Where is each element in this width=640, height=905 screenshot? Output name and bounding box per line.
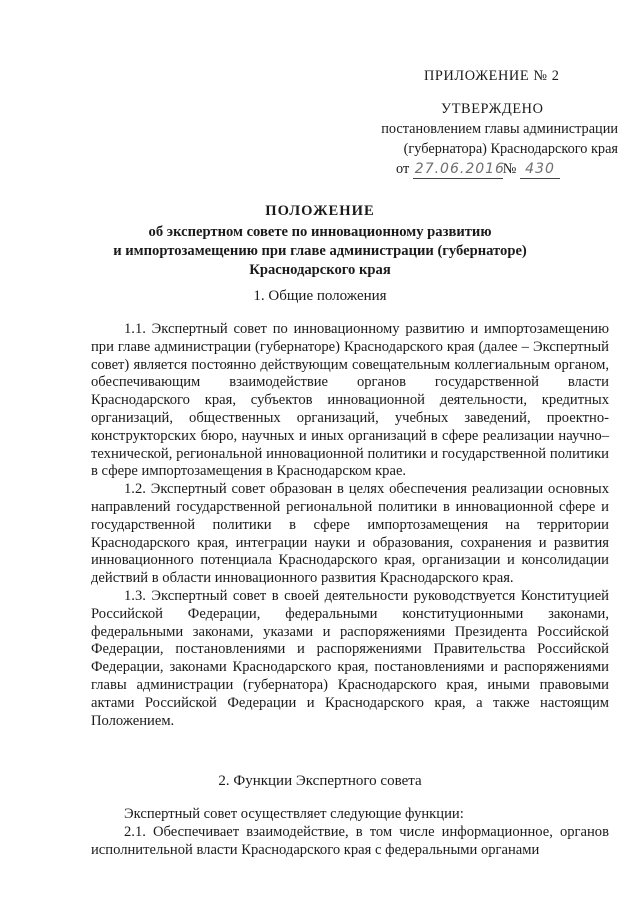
- title-line-1: ПОЛОЖЕНИЕ: [265, 203, 375, 219]
- paragraph-2-1: 2.1. Обеспечивает взаимодействие, в том числе информационное, органов исполнительной власти Краснодарского края с федеральными органами: [91, 823, 609, 858]
- handwritten-number: 430: [520, 160, 560, 179]
- number-label: №: [502, 161, 517, 177]
- appendix-label: ПРИЛОЖЕНИЕ № 2: [424, 68, 560, 84]
- paragraph-1-1: 1.1. Экспертный совет по инновационному развитию и импортозамещению при главе администрации (губернаторе) Краснодарского края (далее – Экспертный совет) является постоянно действующим совещательным коллегиальным органом, обеспечивающим взаимодействие органов государственной власти Краснодарского края, субъектов инновационной деятельности, кредитных организаций, общественных организаций, учебных заведений, проектно-конструкторских бюро, научных и иных организаций в сфере реализации научно–технической, региональной инновационной политики и государственной политики в сфере импортозамещения в Краснодарском крае.: [91, 321, 609, 480]
- section-2-heading: 2. Функции Экспертного совета: [218, 773, 422, 789]
- approval-stamp: [360, 66, 618, 181]
- title-line-3: и импортозамещению при главе администрации (губернаторе): [113, 243, 527, 259]
- paragraph-1-2: 1.2. Экспертный совет образован в целях обеспечения реализации основных направлений государственной региональной политики в инновационной сфере и государственной политики в сфере импортозамещения на территории Краснодарского края, интеграции науки и образования, сохранения и развития инновационного потенциала Краснодарского края, организации и консолидации действий в области инновационного развития Краснодарского края.: [91, 481, 609, 587]
- title-line-4: Краснодарского края: [249, 262, 391, 278]
- approval-line-1: постановлением главы администрации: [381, 121, 618, 137]
- section-1-body: [91, 321, 609, 730]
- document-title: [100, 202, 540, 280]
- approval-line-2: (губернатора) Краснодарского края: [403, 141, 618, 157]
- approved-label: УТВЕРЖДЕНО: [441, 101, 544, 117]
- from-label: от: [396, 161, 410, 177]
- approval-date-line: [360, 159, 618, 181]
- section-2-intro: Экспертный совет осуществляет следующие функции:: [124, 806, 464, 822]
- paragraph-1-3: 1.3. Экспертный совет в своей деятельности руководствуется Конституцией Российской Федерации, федеральными конституционными законами, федеральными законами, указами и распоряжениями Президента Российской Федерации, постановлениями и распоряжениями Правительства Российской Федерации, законами Краснодарского края, постановлениями и распоряжениями главы администрации (губернатора) Краснодарского края, иными правовыми актами Российской Федерации и Краснодарского края, а также настоящим Положением.: [91, 587, 609, 729]
- section-1-heading: 1. Общие положения: [253, 288, 387, 304]
- handwritten-date: 27.06.2016: [414, 161, 505, 177]
- title-line-2: об экспертном совете по инновационному развитию: [148, 224, 492, 240]
- section-2-body: [91, 806, 609, 859]
